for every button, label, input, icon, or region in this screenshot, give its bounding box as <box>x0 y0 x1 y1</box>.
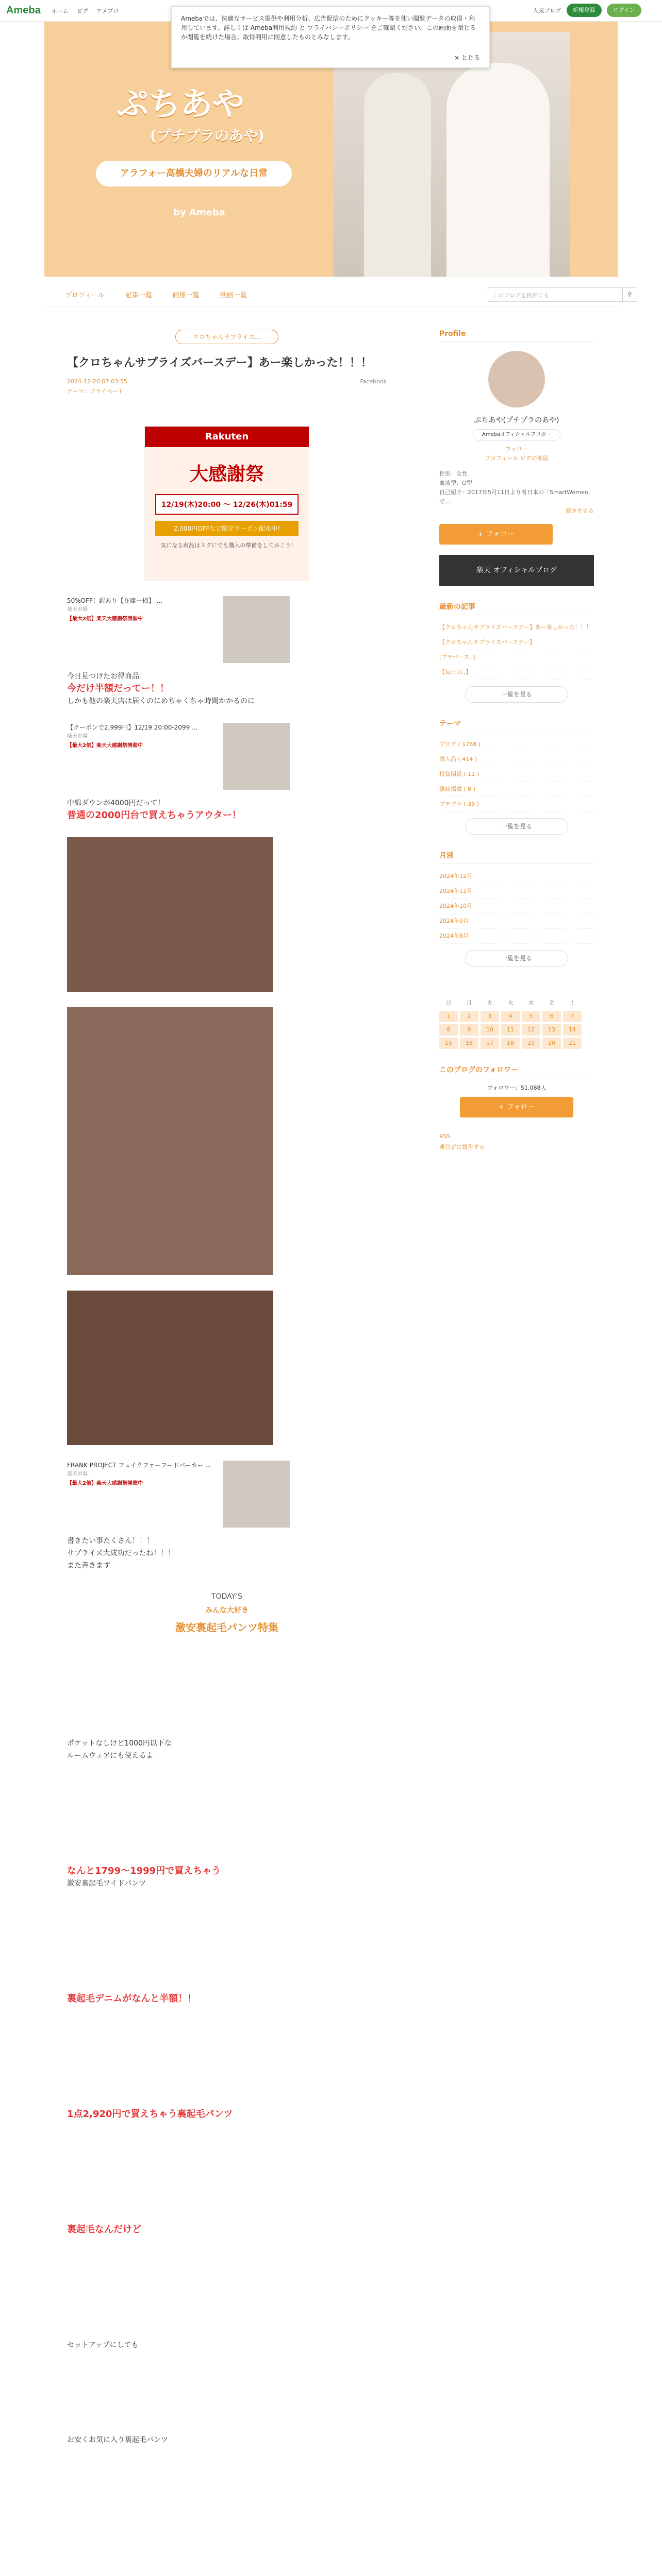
entry-text: 書きたい事たくさん！！！ サプライズ大成功だったね！！！ また書きます <box>67 1537 175 1570</box>
profile-info: 性別：女性 血液型：O型 自己紹介：2017年5月11日より着日本の「SmartWomen」で… 続きを見る <box>439 470 594 514</box>
cookie-close-button[interactable]: × とじる <box>454 54 480 61</box>
list-item[interactable]: 【クロちゃんサプライズバースデー】あー楽しかった！！！ <box>439 620 594 635</box>
theme-more-button[interactable]: 一覧を見る <box>465 818 568 835</box>
calendar-day[interactable]: 14 <box>563 1024 582 1036</box>
rss-link[interactable]: RSS <box>439 1133 451 1140</box>
calendar-day[interactable]: 6 <box>542 1011 561 1022</box>
party-photo[interactable] <box>67 1007 273 1275</box>
list-item[interactable]: 購入品 ( 414 ) <box>439 752 594 767</box>
search-input[interactable]: このブログを検索する ⚲ <box>488 287 637 302</box>
couple-photo <box>333 32 570 277</box>
list-item[interactable]: 【クロちゃんサプライズバースデー】 <box>439 635 594 650</box>
entry-text: 1点2,920円で買えちゃう裏起毛パンツ <box>67 2109 233 2120</box>
calendar-day[interactable]: 19 <box>522 1038 540 1049</box>
calendar-day[interactable]: 20 <box>542 1038 561 1049</box>
section-subheading: みんな大好き <box>205 1606 249 1615</box>
nav-ameblo[interactable]: アメブロ <box>96 8 119 14</box>
list-item[interactable]: 2024年12月 <box>439 869 594 884</box>
calendar-day[interactable]: 18 <box>501 1038 520 1049</box>
register-button[interactable]: 新規登録 <box>567 4 602 17</box>
month-more-button[interactable]: 一覧を見る <box>465 950 568 967</box>
cookie-notice <box>171 6 490 68</box>
calendar-day[interactable]: 4 <box>501 1011 520 1022</box>
header-tagline: アラフォー高橋夫婦のリアルな日常 <box>96 161 292 187</box>
latest-list <box>439 620 594 680</box>
theme-heading: テーマ <box>439 718 594 732</box>
header-brand: by Ameba <box>173 207 225 218</box>
list-item[interactable]: 2024年8月 <box>439 929 594 944</box>
login-button[interactable]: ログイン <box>607 4 641 17</box>
list-item[interactable]: 【毎日の..】 <box>439 665 594 680</box>
calendar-day[interactable]: 17 <box>481 1038 499 1049</box>
entry-text: 裏起毛なんだけど <box>67 2224 141 2235</box>
party-photo[interactable] <box>67 837 273 992</box>
product-card[interactable]: 【クーポンで2,999円】12/19 20:00-2099 ... 楽天市場 【最大2倍】楽天大感謝祭開催中 <box>67 723 387 790</box>
calendar-day[interactable]: 8 <box>439 1024 458 1036</box>
list-item[interactable]: 雑誌掲載 ( 8 ) <box>439 782 594 797</box>
nav-entries[interactable]: 記事一覧 <box>125 292 152 299</box>
entry-text: お安くお気に入り裏起毛パンツ <box>67 2436 168 2444</box>
product-card[interactable]: FRANK PROJECT フェイクファーフードバーカー ... 楽天市場 【最大2倍】楽天大感謝祭開催中 <box>67 1461 387 1528</box>
entry-date: 2024-12-20 07:03:55 <box>67 378 127 385</box>
popular-blog-link[interactable]: 人気ブログ <box>533 7 561 14</box>
list-item[interactable]: プチプラ ( 35 ) <box>439 797 594 812</box>
list-item[interactable]: 2024年9月 <box>439 914 594 929</box>
search-icon[interactable]: ⚲ <box>622 288 637 301</box>
list-item[interactable]: ブログ ( 1768 ) <box>439 737 594 752</box>
header-subtitle: (プチプラのあや) <box>150 127 264 144</box>
calendar-day[interactable]: 16 <box>460 1038 478 1049</box>
nav-home[interactable]: ホーム <box>52 8 69 14</box>
product-card[interactable]: 50%OFF！訳あり【在庫一掃】 ... 楽天市場 【最大2倍】楽天大感謝祭開催中 <box>67 596 387 663</box>
party-photo[interactable] <box>67 1291 273 1445</box>
entry-theme-link[interactable]: テーマ：プライベート <box>67 388 124 395</box>
rakuten-official-banner[interactable]: 楽天 オフィシャルブログ <box>439 555 594 586</box>
ameba-logo[interactable]: Ameba <box>6 5 41 16</box>
sidebar <box>439 330 594 1151</box>
profile-links: フォロー プロフィール ピグの部屋 <box>485 446 549 462</box>
product-image <box>223 723 290 790</box>
latest-more-button[interactable]: 一覧を見る <box>465 686 568 703</box>
share-button[interactable]: Facebook <box>360 378 387 385</box>
month-heading: 月別 <box>439 850 594 864</box>
nav-pigg[interactable]: ピグ <box>77 8 88 14</box>
section-heading: 激安裏起毛パンツ特集 <box>175 1621 278 1634</box>
today-divider: TODAY'S <box>211 1592 242 1601</box>
nav-images[interactable]: 画像一覧 <box>172 292 200 299</box>
blog-nav <box>44 282 632 307</box>
entry-main <box>67 330 387 2446</box>
entry-text: ポケットなしけど1000円以下な ルームウェアにも使えるよ <box>67 1739 172 1760</box>
follow-button[interactable]: + フォロー <box>439 524 553 545</box>
cookie-text: Amebaでは、快適なサービス提供や利用分析、広告配信のためにクッキー等を使い閲覧データの取得・利用しています。詳しくは Ameba利用規約 と プライバシーポリシー をご確認ください。この画面を閉じるか閲覧を続けた場合、取得利用に同意したものとみなします。 <box>181 15 476 41</box>
calendar-day[interactable]: 2 <box>460 1011 478 1022</box>
list-item[interactable]: [プチバース..] <box>439 650 594 665</box>
rakuten-ad[interactable]: Rakuten 大感謝祭 12/19(木)20:00 ～ 12/26(木)01:59 2,000円OFFなど限定クーポン配布中! 気になる商品はスグにでも購入の準備をしておこう! <box>144 426 309 581</box>
latest-heading: 最新の記事 <box>439 601 594 615</box>
entry-text: 今日見つけたお得商品！ 今だけ半額だってー！！ しかも他の楽天店は届くのにめちゃくちゃ時間かかるのに <box>67 672 255 705</box>
calendar-day[interactable]: 13 <box>542 1024 561 1036</box>
calendar-day[interactable]: 10 <box>481 1024 499 1036</box>
calendar-day[interactable]: 12 <box>522 1024 540 1036</box>
follower-count: フォロワー：51,088人 <box>487 1084 547 1091</box>
entry-theme-tag[interactable]: クロちゃんサプライズ… <box>175 330 278 344</box>
official-badge: Amebaオフィシャルブロガー <box>473 429 560 440</box>
avatar[interactable] <box>488 351 545 408</box>
list-item[interactable]: 2024年10月 <box>439 899 594 914</box>
calendar-day[interactable]: 15 <box>439 1038 458 1049</box>
nav-profile[interactable]: プロフィール <box>65 292 105 299</box>
entry-text: 中綿ダウンが4000円だって！ 普通の2000円台で買えちゃうアウター！ <box>67 799 241 821</box>
entry-text: 裏起毛デニムがなんと半額！！ <box>67 1993 197 2004</box>
list-item[interactable]: 投資関係 ( 11 ) <box>439 767 594 782</box>
entry-text: なんと1799〜1999円で買えちゃう 激安裏起毛ワイドパンツ <box>67 1866 221 1888</box>
nav-videos[interactable]: 動画一覧 <box>220 292 247 299</box>
calendar-day[interactable]: 5 <box>522 1011 540 1022</box>
list-item[interactable]: 2024年11月 <box>439 884 594 899</box>
calendar-day[interactable]: 9 <box>460 1024 478 1036</box>
calendar-day[interactable]: 3 <box>481 1011 499 1022</box>
month-list <box>439 869 594 944</box>
report-link[interactable]: 運営者に報告する <box>439 1144 485 1150</box>
followers-heading: このブログのフォロワー <box>439 1064 594 1078</box>
calendar-day[interactable]: 7 <box>563 1011 582 1022</box>
header-title: ぷちあや <box>117 85 245 123</box>
profile-heading: Profile <box>439 330 594 342</box>
calendar-day[interactable]: 11 <box>501 1024 520 1036</box>
calendar-day[interactable]: 21 <box>563 1038 582 1049</box>
product-image <box>223 596 290 663</box>
entry-text: セットアップにしても <box>67 2341 139 2349</box>
calendar: 日 月 火 水 木 金 土 1 2 3 4 5 6 7 8 9 10 11 12 13 14 15 16 17 18 19 20 21 <box>439 997 594 1049</box>
entry-title[interactable]: 【クロちゃんサプライズバースデー】あー楽しかった！！！ <box>67 357 372 369</box>
calendar-day[interactable]: 1 <box>439 1011 458 1022</box>
profile-name[interactable]: ぷちあや(プチプラのあや) <box>474 416 559 425</box>
product-image <box>223 1461 290 1528</box>
theme-list <box>439 737 594 812</box>
follow-button-2[interactable]: + フォロー <box>460 1097 573 1117</box>
